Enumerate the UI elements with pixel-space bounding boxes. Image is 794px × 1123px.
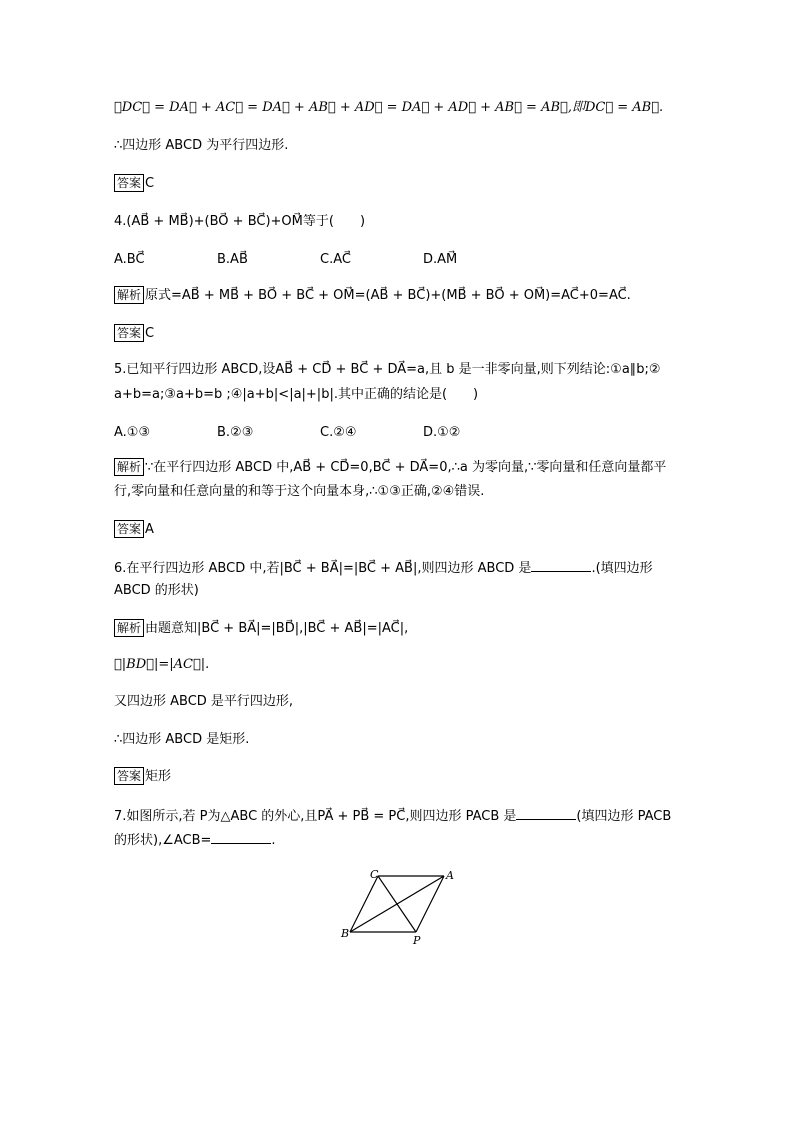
option-c: C.②④: [320, 425, 357, 440]
analysis-q6-line-2: ∴|BD⃗|=|AC⃗|.: [114, 657, 210, 672]
answer-tag: 答案: [114, 174, 144, 192]
analysis-row-q6: [114, 619, 408, 639]
answer-value: C: [145, 176, 155, 191]
question-5-line-2: a+b=a;③a+b=b ;④|a+b|<|a|+|b|.其中正确的结论是( ): [114, 387, 479, 402]
question-4: 4.(AB⃗ + MB⃗)+(BO⃗ + BC⃗)+OM⃗等于( ): [114, 214, 366, 229]
option-b: B.AB⃗: [217, 252, 248, 267]
answer-row-q4: [114, 324, 154, 344]
analysis-row-q5: [114, 458, 666, 478]
analysis-q6-line-4: ∴四边形 ABCD 是矩形.: [114, 732, 250, 747]
q6-text: 6.在平行四边形 ABCD 中,若|BC⃗ + BA⃗|=|BC⃗ + AB⃗|,则四边形 ABCD 是: [114, 561, 532, 576]
answer-value: A: [145, 522, 154, 537]
analysis-q5-line-2: 行,零向量和任意向量的和等于这个向量本身,∴①③正确,②④错误.: [114, 484, 485, 499]
answer-blank: [516, 805, 576, 820]
question-6-line-1: [114, 557, 653, 579]
option-d: D.①②: [423, 425, 461, 440]
analysis-text: 由题意知|BC⃗ + BA⃗|=|BD⃗|,|BC⃗ + AB⃗|=|AC⃗|,: [145, 621, 409, 636]
answer-blank: [531, 557, 591, 572]
answer-row-q5: [114, 520, 154, 540]
q7-text-2: 的形状),∠ACB=: [114, 833, 212, 848]
option-a: A.①③: [114, 425, 151, 440]
q6-tail: .(填四边形: [591, 561, 653, 576]
answer-row-q3: [114, 174, 154, 194]
answer-blank: [211, 829, 271, 844]
q7-tail: (填四边形 PACB: [576, 809, 672, 824]
label-b: B: [341, 927, 350, 940]
analysis-tag: 解析: [114, 458, 144, 476]
question-7-line-2: [114, 829, 276, 851]
answer-value: 矩形: [145, 769, 172, 784]
answer-tag: 答案: [114, 767, 144, 785]
analysis-text: ∵在平行四边形 ABCD 中,AB⃗ + CD⃗=0,BC⃗ + DA⃗=0,∴a 为零向量,∵零向量和任意向量都平: [145, 460, 667, 475]
answer-tag: 答案: [114, 520, 144, 538]
q4-options: [114, 250, 526, 270]
question-7-line-1: [114, 805, 671, 827]
answer-value: C: [145, 326, 155, 341]
analysis-tag: 解析: [114, 286, 144, 304]
question-6-line-2: ABCD 的形状): [114, 583, 199, 598]
label-p: P: [413, 934, 421, 947]
label-a: A: [446, 869, 454, 882]
option-b: B.②③: [217, 425, 254, 440]
q7-tail-2: .: [271, 833, 276, 848]
answer-tag: 答案: [114, 324, 144, 342]
option-a: A.BC⃗: [114, 252, 145, 267]
analysis-tag: 解析: [114, 619, 144, 637]
proof-line-1: ∴DC⃗ = DA⃗ + AC⃗ = DA⃗ + AB⃗ + AD⃗ = DA⃗ + AD⃗ + AB⃗ = AB⃗,即DC⃗ = AB⃗.: [114, 100, 664, 115]
parallelogram-figure: [340, 868, 460, 948]
q5-options: [114, 423, 526, 443]
analysis-row-q4: [114, 286, 631, 306]
analysis-text: 原式=AB⃗ + MB⃗ + BO⃗ + BC⃗ + OM⃗=(AB⃗ + BC⃗)+(MB⃗ + BO⃗ + OM⃗)=AC⃗+0=AC⃗.: [145, 288, 631, 303]
question-5-line-1: 5.已知平行四边形 ABCD,设AB⃗ + CD⃗ + BC⃗ + DA⃗=a,且 b 是一非零向量,则下列结论:①a∥b;②: [114, 362, 661, 377]
proof-line-2: ∴四边形 ABCD 为平行四边形.: [114, 138, 289, 153]
label-c: C: [370, 868, 379, 881]
analysis-q6-line-3: 又四边形 ABCD 是平行四边形,: [114, 694, 294, 709]
answer-row-q6: [114, 767, 171, 787]
option-d: D.AM⃗: [423, 252, 458, 267]
option-c: C.AC⃗: [320, 252, 351, 267]
q7-text: 7.如图所示,若 P为△ABC 的外心,且PA⃗ + PB⃗ = PC⃗,则四边形 PACB 是: [114, 809, 517, 824]
